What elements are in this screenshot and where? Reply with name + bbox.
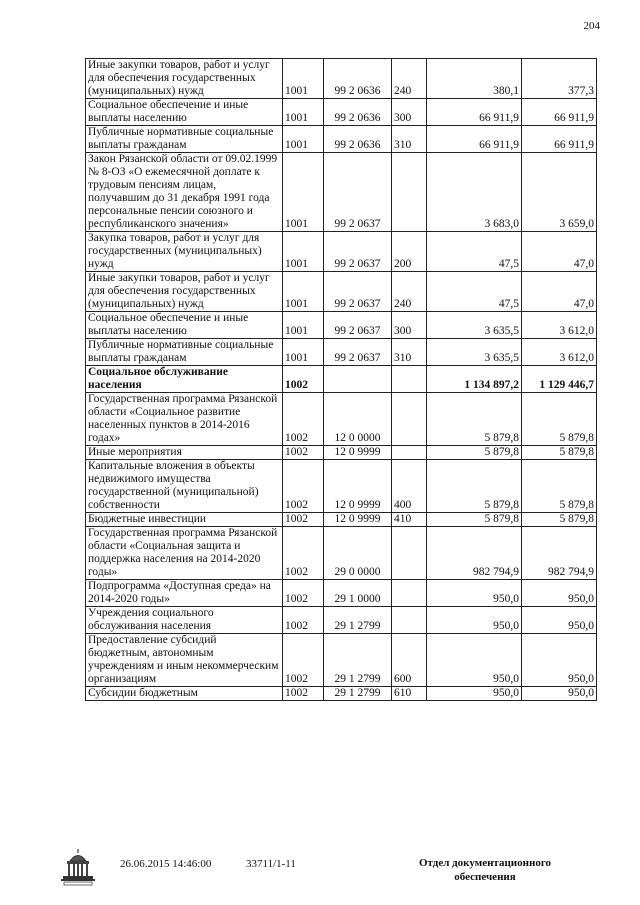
row-expense-type: 300 — [392, 99, 427, 126]
table-row — [86, 232, 597, 272]
footer-department-line2: обеспечения — [454, 871, 516, 883]
row-name: Бюджетные инвестиции — [86, 513, 283, 527]
row-amount-1: 5 879,8 — [427, 446, 522, 460]
row-expense-type: 310 — [392, 339, 427, 366]
row-amount-1: 5 879,8 — [427, 393, 522, 446]
row-amount-1: 3 635,5 — [427, 312, 522, 339]
row-expense-type: 200 — [392, 232, 427, 272]
row-amount-1: 950,0 — [427, 634, 522, 687]
table-row — [86, 634, 597, 687]
row-section: 1001 — [283, 126, 324, 153]
table-row — [86, 153, 597, 232]
row-expense-type — [392, 580, 427, 607]
row-code: 12 0 9999 — [324, 513, 392, 527]
row-amount-2: 3 612,0 — [522, 339, 597, 366]
row-amount-2: 47,0 — [522, 232, 597, 272]
row-section: 1002 — [283, 527, 324, 580]
row-code: 99 2 0637 — [324, 153, 392, 232]
row-name: Государственная программа Рязанской области «Социальная защита и поддержка населения на 2014-2020 годы» — [86, 527, 283, 580]
row-name: Закон Рязанской области от 09.02.1999 № 8-ОЗ «О ежемесячной доплате к трудовым пенсиям лицам, получавшим до 31 декабря 1991 года персональные пенсии союзного и республиканского значения» — [86, 153, 283, 232]
row-amount-1: 950,0 — [427, 580, 522, 607]
row-amount-1: 5 879,8 — [427, 513, 522, 527]
table-row — [86, 339, 597, 366]
row-amount-1: 47,5 — [427, 232, 522, 272]
row-amount-1: 66 911,9 — [427, 99, 522, 126]
table-row — [86, 607, 597, 634]
row-code: 29 0 0000 — [324, 527, 392, 580]
row-amount-2: 950,0 — [522, 607, 597, 634]
table-row — [86, 580, 597, 607]
row-name: Капитальные вложения в объекты недвижимого имущества государственной (муниципальной) собственности — [86, 460, 283, 513]
row-section: 1001 — [283, 59, 324, 99]
footer-datetime: 26.06.2015 14:46:00 — [120, 858, 212, 870]
row-expense-type — [392, 366, 427, 393]
row-amount-1: 950,0 — [427, 687, 522, 701]
table-row — [86, 366, 597, 393]
row-name: Закупка товаров, работ и услуг для государственных (муниципальных) нужд — [86, 232, 283, 272]
footer-department-line1: Отдел документационного — [418, 857, 552, 869]
table-row — [86, 687, 597, 701]
row-section: 1001 — [283, 232, 324, 272]
table-row — [86, 527, 597, 580]
row-expense-type: 300 — [392, 312, 427, 339]
row-amount-1: 47,5 — [427, 272, 522, 312]
row-amount-1: 66 911,9 — [427, 126, 522, 153]
row-section: 1001 — [283, 153, 324, 232]
row-amount-2: 47,0 — [522, 272, 597, 312]
row-name: Публичные нормативные социальные выплаты гражданам — [86, 126, 283, 153]
row-section: 1001 — [283, 99, 324, 126]
row-code: 99 2 0636 — [324, 126, 392, 153]
row-amount-1: 5 879,8 — [427, 460, 522, 513]
row-section: 1002 — [283, 513, 324, 527]
row-amount-2: 5 879,8 — [522, 393, 597, 446]
row-name: Государственная программа Рязанской области «Социальное развитие населенных пунктов в 2014-2016 годах» — [86, 393, 283, 446]
row-section: 1001 — [283, 272, 324, 312]
row-amount-2: 5 879,8 — [522, 446, 597, 460]
row-expense-type: 310 — [392, 126, 427, 153]
row-amount-2: 950,0 — [522, 634, 597, 687]
row-amount-2: 66 911,9 — [522, 99, 597, 126]
table-row — [86, 59, 597, 99]
row-section: 1002 — [283, 607, 324, 634]
row-amount-2: 3 612,0 — [522, 312, 597, 339]
row-name: Социальное обеспечение и иные выплаты населению — [86, 312, 283, 339]
row-name: Публичные нормативные социальные выплаты гражданам — [86, 339, 283, 366]
row-amount-2: 982 794,9 — [522, 527, 597, 580]
row-amount-2: 5 879,8 — [522, 460, 597, 513]
row-name: Иные мероприятия — [86, 446, 283, 460]
row-expense-type: 410 — [392, 513, 427, 527]
row-expense-type — [392, 393, 427, 446]
row-section: 1001 — [283, 312, 324, 339]
row-expense-type — [392, 527, 427, 580]
row-code: 12 0 9999 — [324, 446, 392, 460]
footer-department — [410, 856, 560, 884]
row-expense-type: 240 — [392, 272, 427, 312]
table-row — [86, 99, 597, 126]
budget-table — [85, 58, 597, 701]
footer-doc-number: 33711/1-11 — [246, 858, 296, 870]
row-code: 99 2 0636 — [324, 59, 392, 99]
row-code: 99 2 0637 — [324, 272, 392, 312]
page-number: 204 — [583, 20, 600, 32]
row-section: 1002 — [283, 580, 324, 607]
table-row — [86, 460, 597, 513]
row-code: 29 1 2799 — [324, 687, 392, 701]
row-amount-1: 380,1 — [427, 59, 522, 99]
row-expense-type: 600 — [392, 634, 427, 687]
row-expense-type — [392, 446, 427, 460]
row-section: 1002 — [283, 460, 324, 513]
row-code: 99 2 0637 — [324, 312, 392, 339]
row-code: 99 2 0637 — [324, 339, 392, 366]
row-amount-1: 3 683,0 — [427, 153, 522, 232]
row-name: Подпрограмма «Доступная среда» на 2014-2020 годы» — [86, 580, 283, 607]
row-amount-2: 1 129 446,7 — [522, 366, 597, 393]
row-section: 1002 — [283, 393, 324, 446]
row-amount-2: 950,0 — [522, 580, 597, 607]
row-amount-2: 66 911,9 — [522, 126, 597, 153]
row-name: Иные закупки товаров, работ и услуг для обеспечения государственных (муниципальных) нужд — [86, 59, 283, 99]
row-amount-2: 5 879,8 — [522, 513, 597, 527]
row-expense-type: 400 — [392, 460, 427, 513]
table-row — [86, 272, 597, 312]
row-name: Субсидии бюджетным — [86, 687, 283, 701]
row-code: 29 1 2799 — [324, 607, 392, 634]
row-section: 1001 — [283, 339, 324, 366]
row-amount-2: 377,3 — [522, 59, 597, 99]
row-expense-type: 610 — [392, 687, 427, 701]
row-code: 29 1 2799 — [324, 634, 392, 687]
row-expense-type: 240 — [392, 59, 427, 99]
row-amount-1: 3 635,5 — [427, 339, 522, 366]
row-name: Иные закупки товаров, работ и услуг для обеспечения государственных (муниципальных) нужд — [86, 272, 283, 312]
row-code: 99 2 0637 — [324, 232, 392, 272]
table-row — [86, 126, 597, 153]
table-row — [86, 393, 597, 446]
duma-building-icon — [60, 847, 96, 887]
row-code: 29 1 0000 — [324, 580, 392, 607]
table-row — [86, 446, 597, 460]
row-amount-1: 950,0 — [427, 607, 522, 634]
row-section: 1002 — [283, 446, 324, 460]
row-section: 1002 — [283, 687, 324, 701]
row-expense-type — [392, 153, 427, 232]
row-code: 12 0 9999 — [324, 460, 392, 513]
row-name: Социальное обслуживание населения — [86, 366, 283, 393]
row-name: Предоставление субсидий бюджетным, автономным учреждениям и иным некоммерческим организациям — [86, 634, 283, 687]
row-name: Социальное обеспечение и иные выплаты населению — [86, 99, 283, 126]
row-expense-type — [392, 607, 427, 634]
budget-table-body — [86, 59, 597, 701]
row-amount-1: 982 794,9 — [427, 527, 522, 580]
row-amount-2: 950,0 — [522, 687, 597, 701]
table-row — [86, 513, 597, 527]
row-code — [324, 366, 392, 393]
row-section: 1002 — [283, 366, 324, 393]
row-amount-1: 1 134 897,2 — [427, 366, 522, 393]
row-code: 99 2 0636 — [324, 99, 392, 126]
row-name: Учреждения социального обслуживания населения — [86, 607, 283, 634]
table-row — [86, 312, 597, 339]
row-code: 12 0 0000 — [324, 393, 392, 446]
row-section: 1002 — [283, 634, 324, 687]
row-amount-2: 3 659,0 — [522, 153, 597, 232]
